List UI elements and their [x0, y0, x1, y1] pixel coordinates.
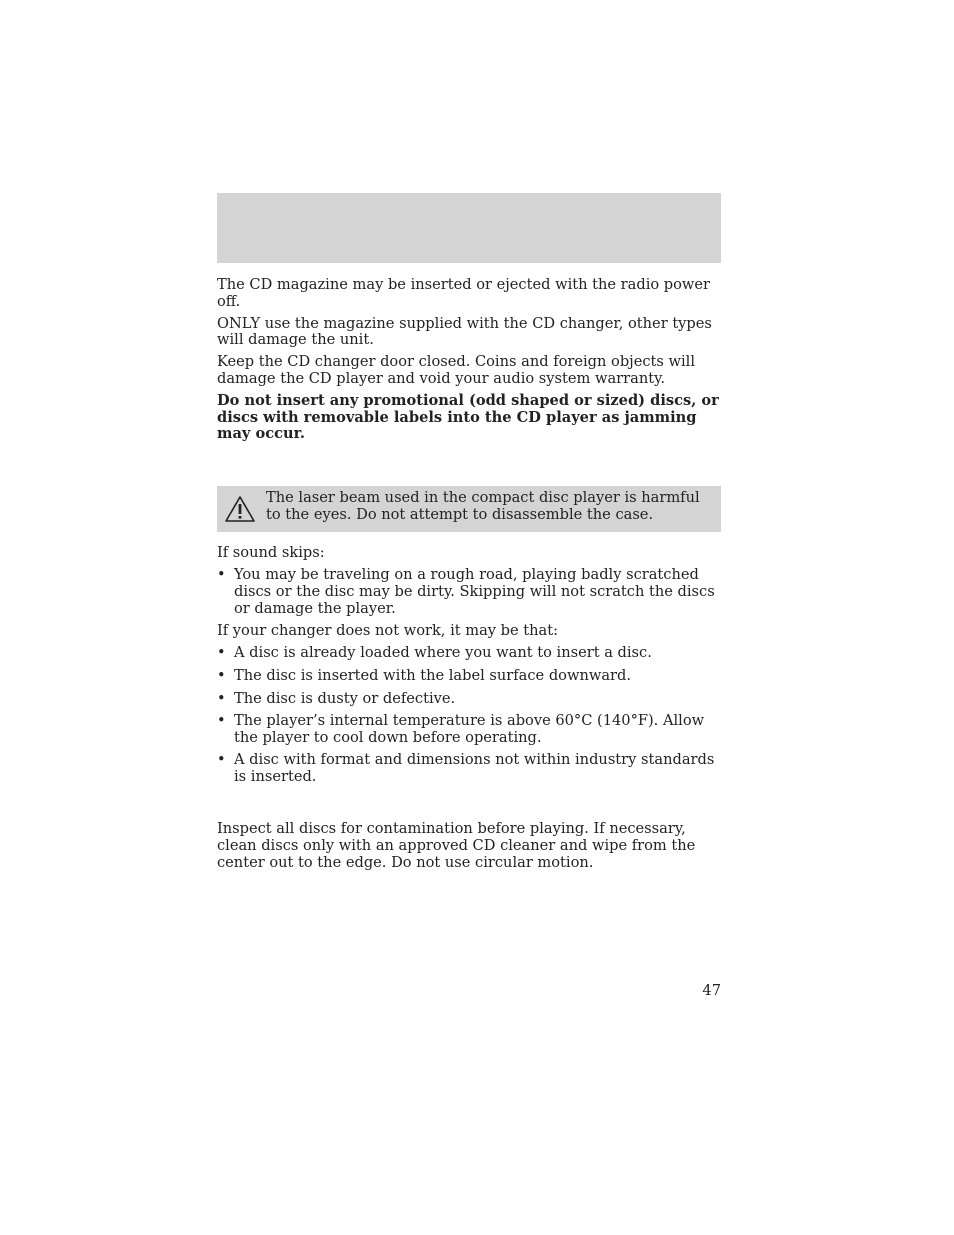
page-content — [217, 277, 721, 877]
list-item: • You may be traveling on a rough road, playing badly scratched discs or the disc may be dirty. Skipping will not scratch the discs or damage the player. — [217, 566, 715, 617]
list-item: • A disc with format and dimensions not within industry standards is inserted. — [217, 751, 715, 785]
warning-box — [217, 486, 721, 532]
changer-heading: If your changer does not work, it may be that: — [217, 622, 559, 640]
warning-triangle-icon — [224, 495, 256, 523]
paragraph-door-closed: Keep the CD changer door closed. Coins and foreign objects will damage the CD player and void your audio system warranty. — [217, 353, 696, 387]
header-band — [217, 193, 721, 263]
warning-text: The laser beam used in the compact disc player is harmful to the eyes. Do not attempt to disassemble the case. — [266, 489, 700, 523]
page-number: 47 — [702, 982, 721, 999]
skips-heading: If sound skips: — [217, 544, 325, 562]
paragraph-power-off: The CD magazine may be inserted or ejected with the radio power off. — [217, 276, 711, 310]
list-item: • The disc is inserted with the label surface downward. — [217, 666, 632, 684]
list-item: • The disc is dusty or defective. — [217, 689, 456, 707]
changer-list — [217, 645, 721, 785]
cleaning-paragraph: Inspect all discs for contamination before playing. If necessary, clean discs only with an approved CD cleaner and wipe from the center out to the edge. Do not use circular motion. — [217, 820, 696, 871]
caution-paragraph: Do not insert any promotional (odd shaped or sized) discs, or discs with removable labels into the CD player as jamming may occur. — [217, 392, 719, 443]
skips-list — [217, 567, 721, 617]
paragraph-magazine: ONLY use the magazine supplied with the CD changer, other types will damage the unit. — [217, 314, 712, 349]
list-item: • A disc is already loaded where you want to insert a disc. — [217, 644, 652, 662]
list-item: • The player’s internal temperature is above 60°C (140°F). Allow the player to cool down before operating. — [217, 712, 705, 746]
